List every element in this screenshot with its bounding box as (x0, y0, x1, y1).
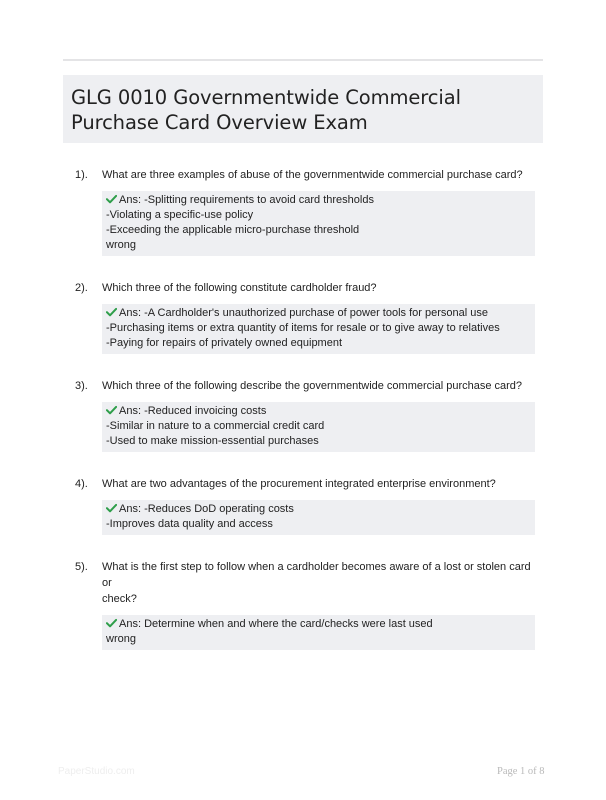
answer-line: wrong (106, 239, 136, 251)
answer-box (102, 304, 535, 354)
answer-line: -Improves data quality and access (106, 518, 273, 530)
question-text-line: Which three of the following constitute cardholder fraud? (102, 282, 377, 294)
question-4 (63, 476, 543, 535)
answer-line (106, 306, 535, 321)
question-2 (63, 280, 543, 354)
question-3 (63, 378, 543, 452)
footer-watermark: PaperStudio.com (58, 766, 135, 777)
page-title-banner (63, 75, 543, 143)
question-text (102, 476, 543, 492)
answer-line: -Violating a specific-use policy (106, 209, 254, 221)
question-1 (63, 167, 543, 256)
answer-line: -Exceeding the applicable micro-purchase threshold (106, 224, 360, 236)
checkmark-icon (106, 503, 117, 513)
answer-text: Ans: -Reduced invoicing costs (119, 405, 267, 417)
answer-text: Ans: Determine when and where the card/checks were last used (119, 618, 433, 630)
question-text (102, 378, 543, 394)
page-title (71, 85, 543, 135)
checkmark-icon (106, 618, 117, 628)
answer-line: -Purchasing items or extra quantity of items for resale or to give away to relatives (106, 322, 500, 334)
answer-line: -Similar in nature to a commercial credit card (106, 420, 325, 432)
page-indicator: Page 1 of 8 (497, 766, 545, 777)
page-title-line-2: Purchase Card Overview Exam (71, 111, 368, 134)
top-divider (63, 59, 543, 61)
question-text-line: What are three examples of abuse of the governmentwide commercial purchase card? (102, 169, 523, 181)
page-title-line-1: GLG 0010 Governmentwide Commercial (71, 86, 461, 109)
answer-line: -Paying for repairs of privately owned equipment (106, 337, 343, 349)
checkmark-icon (106, 194, 117, 204)
question-text (102, 167, 543, 183)
question-text-line: What are two advantages of the procurement integrated enterprise environment? (102, 478, 496, 490)
answer-text: Ans: -Reduces DoD operating costs (119, 503, 294, 515)
checkmark-icon (106, 405, 117, 415)
checkmark-icon (106, 307, 117, 317)
question-text (102, 559, 543, 607)
answer-box (102, 500, 535, 535)
question-5 (63, 559, 543, 650)
answer-line: -Used to make mission-essential purchases (106, 435, 319, 447)
answer-text: Ans: -Splitting requirements to avoid card thresholds (119, 194, 374, 206)
answer-line (106, 617, 535, 632)
question-number: 4). (75, 478, 88, 490)
answer-box (102, 615, 535, 650)
answer-box (102, 191, 535, 256)
question-text-line: check? (102, 593, 137, 605)
answer-line (106, 193, 535, 208)
question-text-line: What is the first step to follow when a cardholder becomes aware of a lost or stolen card or (102, 561, 531, 589)
answer-line: wrong (106, 633, 136, 645)
question-number: 2). (75, 282, 88, 294)
question-text-line: Which three of the following describe the governmentwide commercial purchase card? (102, 380, 523, 392)
question-number: 3). (75, 380, 88, 392)
question-number: 5). (75, 561, 88, 573)
answer-box (102, 402, 535, 452)
answer-line (106, 404, 535, 419)
answer-text: Ans: -A Cardholder's unauthorized purchase of power tools for personal use (119, 307, 488, 319)
question-text (102, 280, 543, 296)
question-number: 1). (75, 169, 88, 181)
answer-line (106, 502, 535, 517)
